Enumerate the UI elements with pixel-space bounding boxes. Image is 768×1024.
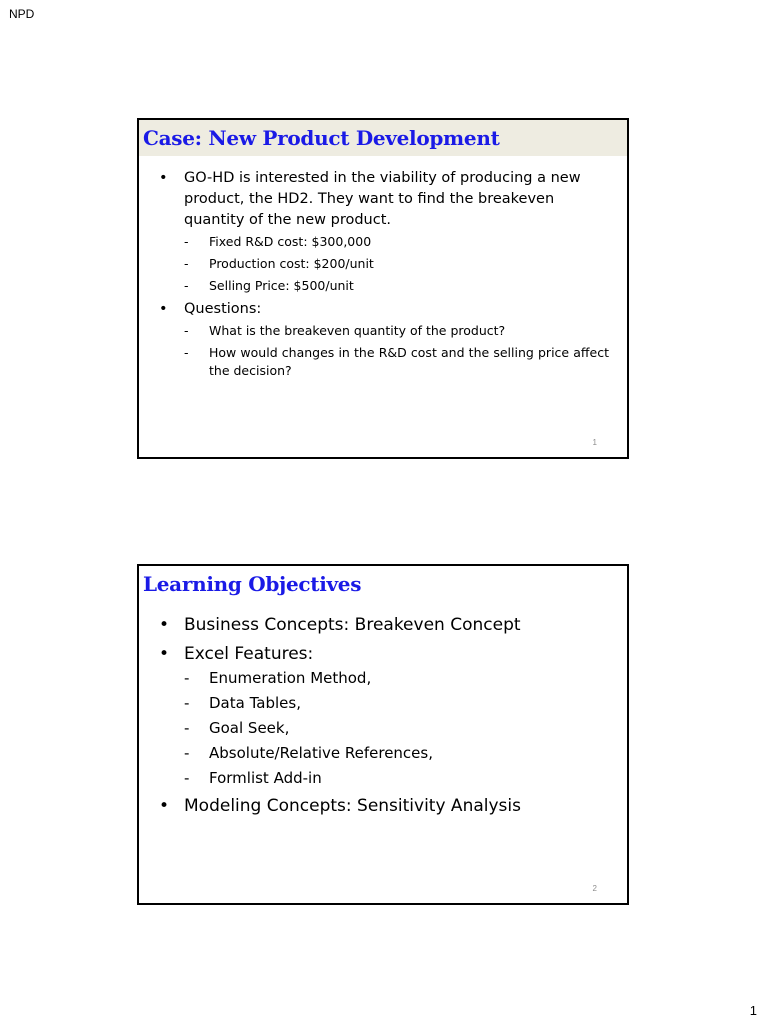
bullet-item	[159, 168, 609, 295]
bullet-item	[159, 643, 609, 789]
sub-bullet-item: - Fixed R&D cost: $300,000	[184, 233, 609, 251]
sub-bullet-item: - Absolute/Relative References,	[184, 743, 609, 764]
bullet-text: GO-HD is interested in the viability of producing a new product, the HD2. They want to find the breakeven quantity of the new product.	[184, 170, 581, 228]
slide-body	[139, 156, 627, 380]
sub-bullet-item: - What is the breakeven quantity of the product?	[184, 322, 609, 340]
bullet-text: Excel Features:	[184, 644, 314, 664]
bullet-text: Business Concepts: Breakeven Concept	[184, 615, 521, 635]
slide-2	[137, 564, 629, 905]
bullet-item	[159, 299, 609, 380]
page-number: 1	[749, 1003, 757, 1018]
sub-bullet-item: - How would changes in the R&D cost and the selling price affect the decision?	[184, 344, 609, 380]
slide-body	[139, 602, 627, 818]
sub-bullet-item: - Enumeration Method,	[184, 668, 609, 689]
bullet-text: Modeling Concepts: Sensitivity Analysis	[184, 796, 521, 816]
sub-bullet-item: - Goal Seek,	[184, 718, 609, 739]
slide-1	[137, 118, 629, 459]
slide-title-bar	[139, 566, 627, 602]
sub-bullet-item: - Production cost: $200/unit	[184, 255, 609, 273]
sub-bullet-list	[184, 668, 609, 789]
slide-title: Case: New Product Development	[143, 126, 500, 150]
bullet-list	[159, 614, 609, 818]
sub-bullet-item: - Selling Price: $500/unit	[184, 277, 609, 295]
bullet-item	[159, 614, 609, 637]
sub-bullet-list	[184, 322, 609, 380]
slide-title: Learning Objectives	[143, 572, 362, 596]
slide-title-bar	[139, 120, 627, 156]
sub-bullet-list	[184, 233, 609, 295]
slide-number: 1	[592, 438, 597, 447]
sub-bullet-item: - Data Tables,	[184, 693, 609, 714]
bullet-list	[159, 168, 609, 380]
slide-number: 2	[592, 884, 597, 893]
bullet-text: Questions:	[184, 301, 262, 317]
sub-bullet-item: - Formlist Add-in	[184, 768, 609, 789]
page-header: NPD	[9, 7, 35, 21]
bullet-item	[159, 795, 609, 818]
